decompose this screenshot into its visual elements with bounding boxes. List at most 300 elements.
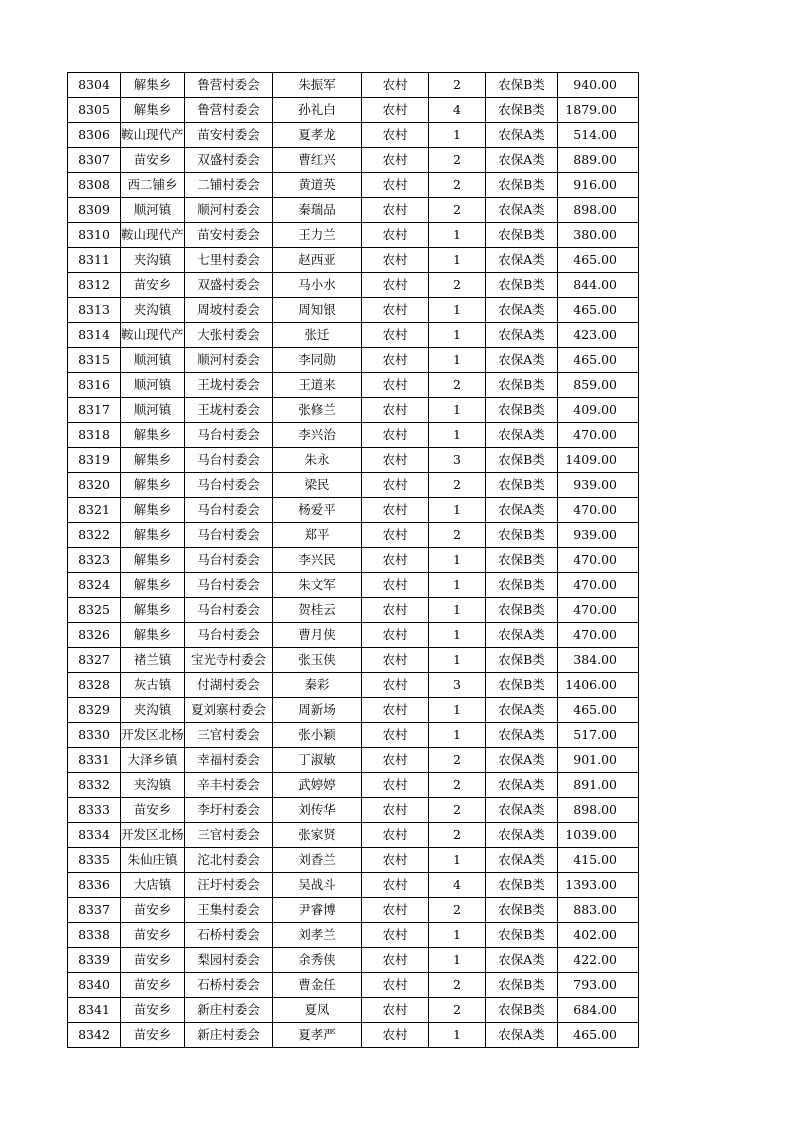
town-cell: 朱仙庄镇 [121,848,185,873]
residence-type-cell: 农村 [362,998,429,1023]
amount-cell: 684.00 [558,998,639,1023]
table-row [68,323,639,348]
town-cell: 褚兰镇 [121,648,185,673]
household-size-cell: 1 [429,123,486,148]
insurance-class-cell: 农保A类 [486,1023,558,1048]
amount-cell: 465.00 [558,698,639,723]
insurance-class-cell: 农保B类 [486,373,558,398]
table-row [68,473,639,498]
residence-type-cell: 农村 [362,548,429,573]
town-cell: 解集乡 [121,598,185,623]
amount-cell: 898.00 [558,198,639,223]
table-row [68,223,639,248]
town-cell: 鞍山现代产 [121,123,185,148]
table-row [68,598,639,623]
insurance-class-cell: 农保B类 [486,973,558,998]
table-row [68,148,639,173]
insurance-class-cell: 农保B类 [486,473,558,498]
residence-type-cell: 农村 [362,798,429,823]
name-cell: 吴战斗 [273,873,362,898]
town-cell: 开发区北杨 [121,823,185,848]
village-cell: 苗安村委会 [185,223,273,248]
amount-cell: 901.00 [558,748,639,773]
name-cell: 曹月侠 [273,623,362,648]
name-cell: 黄道英 [273,173,362,198]
village-cell: 沱北村委会 [185,848,273,873]
name-cell: 夏孝严 [273,1023,362,1048]
village-cell: 马台村委会 [185,573,273,598]
serial-cell: 8341 [68,998,121,1023]
household-size-cell: 2 [429,523,486,548]
village-cell: 石桥村委会 [185,923,273,948]
serial-cell: 8317 [68,398,121,423]
serial-cell: 8308 [68,173,121,198]
residence-type-cell: 农村 [362,648,429,673]
name-cell: 周知银 [273,298,362,323]
insurance-class-cell: 农保B类 [486,273,558,298]
serial-cell: 8316 [68,373,121,398]
name-cell: 张玉侠 [273,648,362,673]
name-cell: 李兴民 [273,548,362,573]
amount-cell: 415.00 [558,848,639,873]
village-cell: 二铺村委会 [185,173,273,198]
amount-cell: 465.00 [558,248,639,273]
village-cell: 周坡村委会 [185,298,273,323]
household-size-cell: 1 [429,548,486,573]
name-cell: 曹金任 [273,973,362,998]
serial-cell: 8311 [68,248,121,273]
serial-cell: 8310 [68,223,121,248]
serial-cell: 8334 [68,823,121,848]
name-cell: 周新场 [273,698,362,723]
insurance-class-cell: 农保A类 [486,798,558,823]
name-cell: 夏孝龙 [273,123,362,148]
village-cell: 王垅村委会 [185,398,273,423]
amount-cell: 465.00 [558,1023,639,1048]
table-row [68,798,639,823]
town-cell: 解集乡 [121,623,185,648]
serial-cell: 8319 [68,448,121,473]
residence-type-cell: 农村 [362,473,429,498]
household-size-cell: 2 [429,798,486,823]
name-cell: 秦彩 [273,673,362,698]
town-cell: 顺河镇 [121,198,185,223]
serial-cell: 8328 [68,673,121,698]
village-cell: 石桥村委会 [185,973,273,998]
household-size-cell: 2 [429,148,486,173]
name-cell: 孙礼白 [273,98,362,123]
serial-cell: 8332 [68,773,121,798]
table-row [68,873,639,898]
table-row [68,948,639,973]
table-row [68,973,639,998]
residence-type-cell: 农村 [362,598,429,623]
amount-cell: 470.00 [558,498,639,523]
serial-cell: 8337 [68,898,121,923]
town-cell: 鞍山现代产 [121,323,185,348]
serial-cell: 8320 [68,473,121,498]
amount-cell: 916.00 [558,173,639,198]
town-cell: 解集乡 [121,98,185,123]
name-cell: 丁淑敏 [273,748,362,773]
name-cell: 郑平 [273,523,362,548]
amount-cell: 939.00 [558,523,639,548]
household-size-cell: 1 [429,923,486,948]
insurance-class-cell: 农保A类 [486,698,558,723]
household-size-cell: 2 [429,273,486,298]
village-cell: 梨园村委会 [185,948,273,973]
household-size-cell: 2 [429,373,486,398]
household-size-cell: 2 [429,73,486,98]
serial-cell: 8321 [68,498,121,523]
name-cell: 夏凤 [273,998,362,1023]
town-cell: 夹沟镇 [121,698,185,723]
table-row [68,698,639,723]
serial-cell: 8327 [68,648,121,673]
town-cell: 顺河镇 [121,348,185,373]
serial-cell: 8306 [68,123,121,148]
village-cell: 马台村委会 [185,423,273,448]
household-size-cell: 1 [429,223,486,248]
residence-type-cell: 农村 [362,848,429,873]
amount-cell: 422.00 [558,948,639,973]
insurance-class-cell: 农保A类 [486,948,558,973]
serial-cell: 8340 [68,973,121,998]
amount-cell: 859.00 [558,373,639,398]
amount-cell: 470.00 [558,423,639,448]
village-cell: 新庄村委会 [185,998,273,1023]
household-size-cell: 2 [429,823,486,848]
serial-cell: 8322 [68,523,121,548]
name-cell: 刘香兰 [273,848,362,873]
insurance-class-cell: 农保A类 [486,623,558,648]
amount-cell: 380.00 [558,223,639,248]
residence-type-cell: 农村 [362,373,429,398]
household-size-cell: 1 [429,248,486,273]
household-size-cell: 1 [429,348,486,373]
village-cell: 顺河村委会 [185,348,273,373]
table-row [68,1023,639,1048]
insurance-class-cell: 农保A类 [486,723,558,748]
table-row [68,173,639,198]
serial-cell: 8326 [68,623,121,648]
name-cell: 朱永 [273,448,362,473]
table-row [68,73,639,98]
town-cell: 开发区北杨 [121,723,185,748]
serial-cell: 8305 [68,98,121,123]
town-cell: 解集乡 [121,548,185,573]
household-size-cell: 2 [429,198,486,223]
serial-cell: 8325 [68,598,121,623]
amount-cell: 470.00 [558,598,639,623]
name-cell: 秦瑞品 [273,198,362,223]
amount-cell: 470.00 [558,623,639,648]
amount-cell: 883.00 [558,898,639,923]
table-row [68,573,639,598]
amount-cell: 465.00 [558,348,639,373]
insurance-class-cell: 农保A类 [486,123,558,148]
insurance-class-cell: 农保A类 [486,323,558,348]
village-cell: 鲁营村委会 [185,98,273,123]
insurance-class-cell: 农保B类 [486,223,558,248]
serial-cell: 8330 [68,723,121,748]
serial-cell: 8336 [68,873,121,898]
household-size-cell: 1 [429,598,486,623]
serial-cell: 8323 [68,548,121,573]
household-size-cell: 2 [429,973,486,998]
town-cell: 解集乡 [121,473,185,498]
name-cell: 余秀侠 [273,948,362,973]
town-cell: 鞍山现代产 [121,223,185,248]
amount-cell: 402.00 [558,923,639,948]
residence-type-cell: 农村 [362,623,429,648]
table-row [68,898,639,923]
household-size-cell: 1 [429,423,486,448]
village-cell: 新庄村委会 [185,1023,273,1048]
table-row [68,773,639,798]
amount-cell: 470.00 [558,573,639,598]
amount-cell: 793.00 [558,973,639,998]
name-cell: 武婷婷 [273,773,362,798]
residence-type-cell: 农村 [362,73,429,98]
household-size-cell: 1 [429,623,486,648]
residence-type-cell: 农村 [362,823,429,848]
table-row [68,848,639,873]
name-cell: 尹睿博 [273,898,362,923]
residence-type-cell: 农村 [362,723,429,748]
table-row [68,448,639,473]
residence-type-cell: 农村 [362,123,429,148]
town-cell: 苗安乡 [121,798,185,823]
village-cell: 鲁营村委会 [185,73,273,98]
serial-cell: 8315 [68,348,121,373]
insurance-class-cell: 农保B类 [486,648,558,673]
household-size-cell: 1 [429,698,486,723]
amount-cell: 409.00 [558,398,639,423]
insurance-class-cell: 农保B类 [486,548,558,573]
household-size-cell: 2 [429,748,486,773]
amount-cell: 1406.00 [558,673,639,698]
name-cell: 王力兰 [273,223,362,248]
town-cell: 解集乡 [121,448,185,473]
residence-type-cell: 农村 [362,273,429,298]
insurance-class-cell: 农保B类 [486,173,558,198]
amount-cell: 889.00 [558,148,639,173]
town-cell: 顺河镇 [121,398,185,423]
town-cell: 苗安乡 [121,948,185,973]
insurance-class-cell: 农保B类 [486,998,558,1023]
records-table-body [68,73,639,1048]
amount-cell: 939.00 [558,473,639,498]
name-cell: 杨爱平 [273,498,362,523]
village-cell: 三官村委会 [185,723,273,748]
table-row [68,398,639,423]
table-row [68,348,639,373]
serial-cell: 8331 [68,748,121,773]
household-size-cell: 3 [429,448,486,473]
residence-type-cell: 农村 [362,398,429,423]
household-size-cell: 1 [429,1023,486,1048]
insurance-class-cell: 农保A类 [486,748,558,773]
residence-type-cell: 农村 [362,173,429,198]
serial-cell: 8312 [68,273,121,298]
amount-cell: 844.00 [558,273,639,298]
residence-type-cell: 农村 [362,423,429,448]
table-row [68,923,639,948]
village-cell: 夏刘寨村委会 [185,698,273,723]
town-cell: 苗安乡 [121,998,185,1023]
village-cell: 三官村委会 [185,823,273,848]
residence-type-cell: 农村 [362,673,429,698]
table-row [68,623,639,648]
serial-cell: 8318 [68,423,121,448]
town-cell: 灰古镇 [121,673,185,698]
village-cell: 马台村委会 [185,448,273,473]
residence-type-cell: 农村 [362,973,429,998]
name-cell: 李兴治 [273,423,362,448]
village-cell: 汪圩村委会 [185,873,273,898]
name-cell: 曹红兴 [273,148,362,173]
household-size-cell: 1 [429,648,486,673]
insurance-class-cell: 农保B类 [486,873,558,898]
name-cell: 李同勋 [273,348,362,373]
amount-cell: 1879.00 [558,98,639,123]
table-row [68,648,639,673]
town-cell: 苗安乡 [121,898,185,923]
household-size-cell: 2 [429,898,486,923]
town-cell: 西二铺乡 [121,173,185,198]
insurance-class-cell: 农保A类 [486,773,558,798]
insurance-class-cell: 农保A类 [486,198,558,223]
residence-type-cell: 农村 [362,873,429,898]
town-cell: 苗安乡 [121,973,185,998]
name-cell: 朱文军 [273,573,362,598]
name-cell: 梁民 [273,473,362,498]
residence-type-cell: 农村 [362,923,429,948]
village-cell: 顺河村委会 [185,198,273,223]
household-size-cell: 1 [429,398,486,423]
residence-type-cell: 农村 [362,748,429,773]
amount-cell: 1393.00 [558,873,639,898]
village-cell: 幸福村委会 [185,748,273,773]
town-cell: 大泽乡镇 [121,748,185,773]
insurance-class-cell: 农保B类 [486,398,558,423]
village-cell: 马台村委会 [185,473,273,498]
amount-cell: 940.00 [558,73,639,98]
amount-cell: 517.00 [558,723,639,748]
amount-cell: 423.00 [558,323,639,348]
insurance-class-cell: 农保B类 [486,573,558,598]
insurance-class-cell: 农保A类 [486,248,558,273]
village-cell: 辛丰村委会 [185,773,273,798]
town-cell: 苗安乡 [121,273,185,298]
insurance-class-cell: 农保B类 [486,98,558,123]
serial-cell: 8314 [68,323,121,348]
household-size-cell: 4 [429,98,486,123]
insurance-class-cell: 农保A类 [486,348,558,373]
table-row [68,373,639,398]
table-row [68,198,639,223]
serial-cell: 8333 [68,798,121,823]
household-size-cell: 1 [429,573,486,598]
residence-type-cell: 农村 [362,523,429,548]
table-row [68,673,639,698]
household-size-cell: 1 [429,298,486,323]
table-row [68,823,639,848]
serial-cell: 8304 [68,73,121,98]
village-cell: 宝光寺村委会 [185,648,273,673]
town-cell: 解集乡 [121,73,185,98]
name-cell: 朱振军 [273,73,362,98]
serial-cell: 8335 [68,848,121,873]
village-cell: 付湖村委会 [185,673,273,698]
village-cell: 双盛村委会 [185,148,273,173]
residence-type-cell: 农村 [362,573,429,598]
name-cell: 张迁 [273,323,362,348]
household-size-cell: 3 [429,673,486,698]
residence-type-cell: 农村 [362,298,429,323]
residence-type-cell: 农村 [362,448,429,473]
household-size-cell: 1 [429,948,486,973]
residence-type-cell: 农村 [362,948,429,973]
village-cell: 苗安村委会 [185,123,273,148]
table-row [68,498,639,523]
residence-type-cell: 农村 [362,148,429,173]
amount-cell: 470.00 [558,548,639,573]
table-row [68,998,639,1023]
residence-type-cell: 农村 [362,223,429,248]
residence-type-cell: 农村 [362,198,429,223]
household-size-cell: 1 [429,498,486,523]
amount-cell: 1039.00 [558,823,639,848]
household-size-cell: 4 [429,873,486,898]
serial-cell: 8313 [68,298,121,323]
residence-type-cell: 农村 [362,323,429,348]
village-cell: 王垅村委会 [185,373,273,398]
serial-cell: 8342 [68,1023,121,1048]
table-row [68,123,639,148]
town-cell: 夹沟镇 [121,248,185,273]
town-cell: 苗安乡 [121,923,185,948]
name-cell: 赵西亚 [273,248,362,273]
village-cell: 王集村委会 [185,898,273,923]
table-row [68,98,639,123]
insurance-class-cell: 农保A类 [486,148,558,173]
village-cell: 马台村委会 [185,548,273,573]
village-cell: 七里村委会 [185,248,273,273]
household-size-cell: 2 [429,173,486,198]
serial-cell: 8338 [68,923,121,948]
village-cell: 双盛村委会 [185,273,273,298]
insurance-class-cell: 农保B类 [486,898,558,923]
name-cell: 张家贤 [273,823,362,848]
insurance-class-cell: 农保B类 [486,448,558,473]
residence-type-cell: 农村 [362,348,429,373]
insurance-class-cell: 农保B类 [486,523,558,548]
village-cell: 大张村委会 [185,323,273,348]
records-table [67,72,639,1048]
amount-cell: 514.00 [558,123,639,148]
insurance-class-cell: 农保B类 [486,673,558,698]
town-cell: 苗安乡 [121,1023,185,1048]
village-cell: 马台村委会 [185,498,273,523]
table-row [68,548,639,573]
household-size-cell: 2 [429,473,486,498]
insurance-class-cell: 农保A类 [486,848,558,873]
serial-cell: 8324 [68,573,121,598]
serial-cell: 8309 [68,198,121,223]
insurance-class-cell: 农保B类 [486,923,558,948]
